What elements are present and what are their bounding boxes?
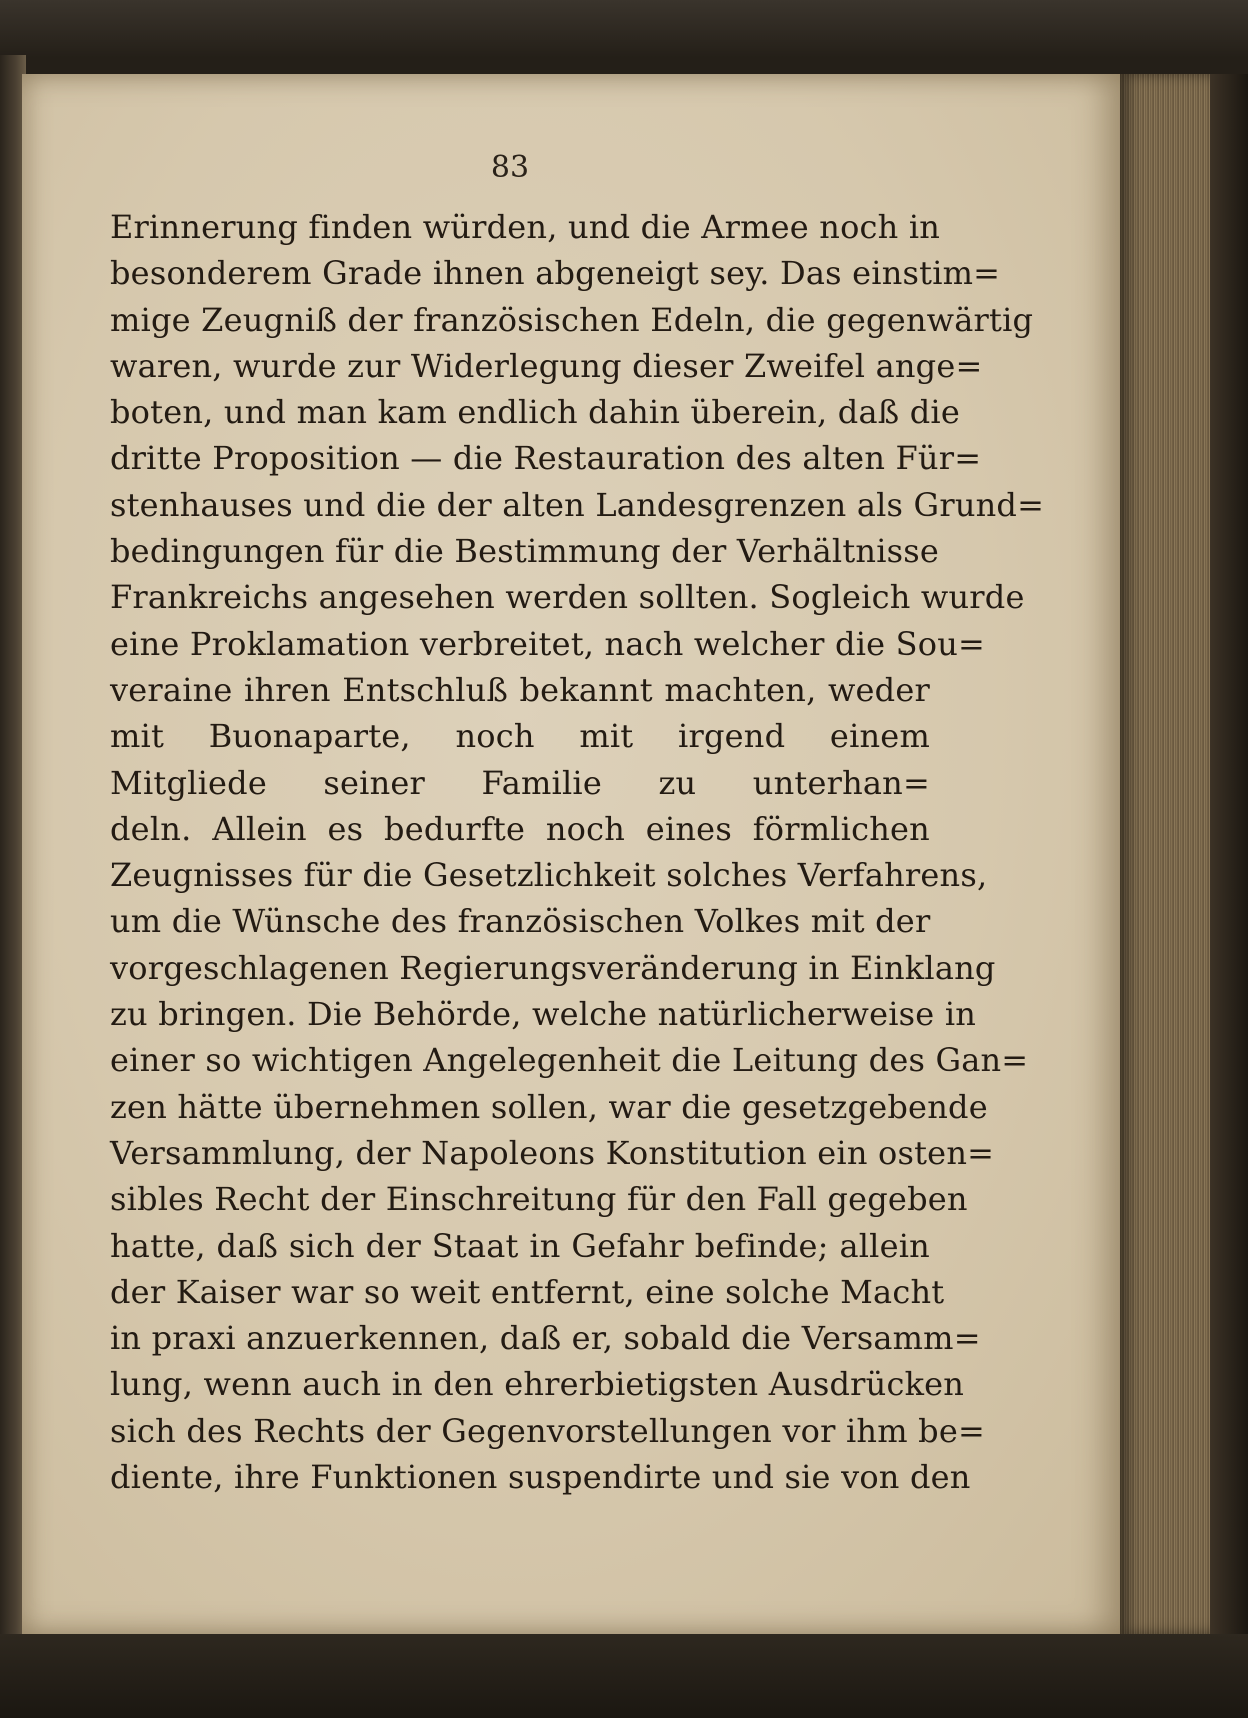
page-number: 83: [490, 150, 530, 185]
text-line: eine Proklamation verbreitet, nach welcher die Sou=: [110, 624, 986, 663]
text-line: besonderem Grade ihnen abgeneigt sey. Das einstim=: [110, 254, 1001, 293]
text-line: boten, und man kam endlich dahin überein, daß die: [110, 393, 960, 432]
text-line: stenhauses und die der alten Landesgrenzen als Grund=: [110, 485, 1045, 524]
text-line: hatte, daß sich der Staat in Gefahr befinde; allein: [110, 1226, 930, 1265]
text-line: mige Zeugniß der französischen Edeln, die gegenwärtig: [110, 300, 1034, 339]
text-line: einer so wichtigen Angelegenheit die Leitung des Gan=: [110, 1041, 1029, 1080]
page-stack-edges: [1120, 74, 1220, 1634]
text-line: Versammlung, der Napoleons Konstitution ein osten=: [110, 1133, 995, 1172]
text-line: waren, wurde zur Widerlegung dieser Zweifel ange=: [110, 346, 983, 385]
text-line: mit Buonaparte, noch mit irgend einem: [110, 717, 930, 756]
text-line: in praxi anzuerkennen, daß er, sobald die Versamm=: [110, 1319, 981, 1358]
text-line: Zeugnisses für die Gesetzlichkeit solches Verfahrens,: [110, 856, 988, 895]
text-line: um die Wünsche des französischen Volkes mit der: [110, 902, 931, 941]
text-line: der Kaiser war so weit entfernt, eine solche Macht: [110, 1272, 945, 1311]
text-line: bedingungen für die Bestimmung der Verhältnisse: [110, 532, 940, 571]
text-line: Mitgliede seiner Familie zu unterhan=: [110, 763, 930, 802]
text-line: sich des Rechts der Gegenvorstellungen vor ihm be=: [110, 1411, 985, 1450]
text-line: Erinnerung finden würden, und die Armee noch in: [110, 208, 941, 246]
text-line: lung, wenn auch in den ehrerbietigsten Ausdrücken: [110, 1365, 965, 1404]
body-text: [110, 204, 1045, 1500]
text-line: diente, ihre Funktionen suspendirte und sie von den: [110, 1458, 971, 1497]
text-line: sibles Recht der Einschreitung für den Fall gegeben: [110, 1180, 968, 1219]
text-line: dritte Proposition — die Restauration des alten Für=: [110, 439, 982, 478]
text-line: veraine ihren Entschluß bekannt machten, weder: [110, 670, 930, 709]
top-shadow: [0, 0, 1248, 58]
text-line: deln. Allein es bedurfte noch eines förmlichen: [110, 809, 930, 848]
text-line: zu bringen. Die Behörde, welche natürlicherweise in: [110, 995, 977, 1034]
text-line: zen hätte übernehmen sollen, war die gesetzgebende: [110, 1087, 988, 1126]
text-line: Frankreichs angesehen werden sollten. Sogleich wurde: [110, 578, 1025, 617]
bottom-shadow: [0, 1634, 1248, 1718]
text-line: vorgeschlagenen Regierungsveränderung in Einklang: [110, 948, 996, 987]
page-stack-shadow: [1210, 74, 1248, 1634]
